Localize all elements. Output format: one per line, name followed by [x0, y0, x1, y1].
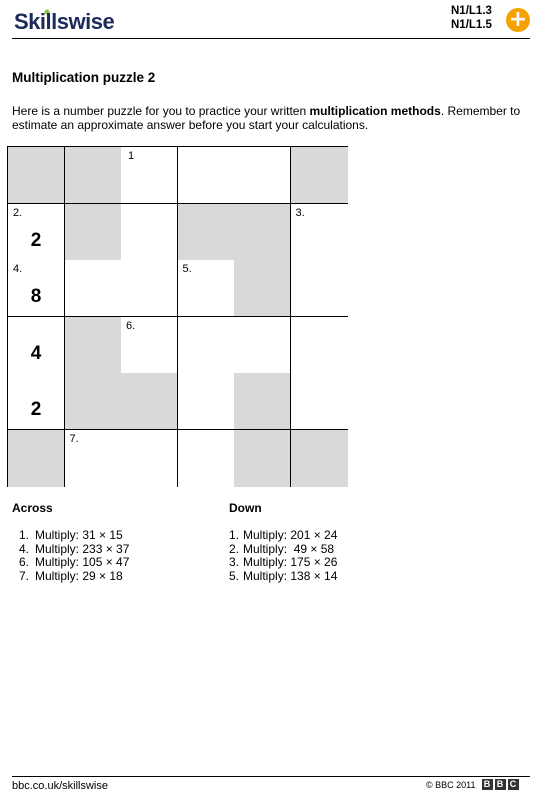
grid-cell[interactable] — [178, 147, 235, 204]
cell-clue-number: 1 — [128, 150, 135, 162]
clue-down-item — [229, 543, 337, 557]
clue-across-item — [12, 529, 129, 543]
grid-cell[interactable] — [121, 430, 178, 487]
clue-text: Multiply: 138 × 14 — [243, 568, 338, 583]
clue-text: Multiply: 31 × 15 — [35, 528, 123, 542]
curriculum-code-2: N1/L1.5 — [451, 19, 492, 31]
grid-cell[interactable] — [121, 204, 178, 261]
clue-number: 4. — [18, 541, 29, 556]
bbc-letter: C — [508, 779, 519, 790]
grid-cell[interactable] — [178, 373, 235, 430]
cell-given-digit: 2 — [30, 399, 42, 420]
clue-text: Multiply: 233 × 37 — [35, 541, 130, 556]
grid-cell[interactable] — [291, 260, 348, 317]
clue-across-item — [12, 556, 129, 570]
across-heading: Across — [12, 501, 53, 515]
clue-number: 1. — [18, 528, 29, 542]
grid-cell[interactable] — [121, 317, 178, 374]
cell-given-digit: 8 — [30, 286, 42, 307]
clue-number: 2. — [229, 541, 240, 556]
intro-paragraph — [12, 104, 532, 132]
grid-cell-shaded — [121, 373, 178, 430]
curriculum-code-1: N1/L1.3 — [451, 5, 492, 17]
grid-cell[interactable] — [65, 260, 122, 317]
clue-text: Multiply: 49 × 58 — [243, 541, 335, 556]
cell-clue-number: 2. — [13, 206, 23, 219]
footer-divider — [12, 776, 530, 777]
grid-cell[interactable] — [178, 317, 235, 374]
grid-cell[interactable] — [234, 147, 291, 204]
clue-number: 5. — [229, 568, 240, 583]
intro-bold-text: multiplication methods — [309, 104, 441, 118]
cell-clue-number: 3. — [295, 206, 305, 219]
intro-text-2: . Remember to estimate an approximate answer before you start your calculations. — [12, 104, 521, 132]
grid-cell[interactable] — [291, 204, 348, 261]
clue-number: 3. — [229, 555, 240, 569]
grid-cell[interactable] — [8, 317, 65, 374]
bbc-letter: B — [482, 779, 493, 790]
grid-cell-shaded — [291, 147, 348, 204]
clue-text: Multiply: 201 × 24 — [243, 528, 338, 542]
cell-clue-number: 7. — [69, 432, 79, 445]
puzzle-grid — [7, 146, 348, 487]
grid-cell-shaded — [8, 147, 65, 204]
cell-given-digit: 2 — [30, 229, 42, 251]
grid-cell[interactable] — [291, 317, 348, 374]
bbc-letter: B — [495, 779, 506, 790]
clue-number: 6. — [18, 555, 29, 569]
grid-cell[interactable] — [65, 430, 122, 487]
clue-across-item — [12, 570, 129, 584]
cell-clue-number: 5. — [182, 263, 192, 275]
grid-cell-shaded — [234, 373, 291, 430]
grid-cell-shaded — [234, 260, 291, 317]
curriculum-codes — [451, 4, 492, 32]
across-clues — [12, 529, 129, 583]
bbc-logo — [482, 779, 519, 790]
grid-cell[interactable] — [234, 317, 291, 374]
grid-cell[interactable] — [291, 373, 348, 430]
grid-cell-shaded — [65, 204, 122, 261]
clue-text: Multiply: 29 × 18 — [35, 568, 123, 583]
page-title: Multiplication puzzle 2 — [12, 70, 156, 85]
grid-cell[interactable] — [8, 204, 65, 261]
cell-clue-number: 6. — [126, 319, 136, 332]
footer-copyright-block — [426, 779, 519, 790]
grid-cell-shaded — [65, 373, 122, 430]
clue-text: Multiply: 175 × 26 — [243, 555, 338, 569]
clue-number: 1. — [229, 528, 240, 542]
grid-cell[interactable] — [178, 430, 235, 487]
grid-cell-shaded — [8, 430, 65, 487]
clue-text: Multiply: 105 × 47 — [35, 555, 130, 569]
header-divider — [12, 38, 530, 39]
clue-across-item — [12, 543, 129, 557]
grid-cell[interactable] — [8, 373, 65, 430]
down-heading: Down — [229, 501, 262, 515]
cell-given-digit: 4 — [30, 342, 42, 364]
grid-cell-shaded — [234, 430, 291, 487]
plus-icon[interactable]: + — [506, 8, 530, 32]
clue-down-item — [229, 570, 337, 584]
grid-cell-shaded — [234, 204, 291, 261]
grid-cell[interactable] — [178, 260, 235, 317]
grid-cell-shaded — [65, 147, 122, 204]
clue-number: 7. — [18, 568, 29, 583]
grid-cell-shaded — [178, 204, 235, 261]
copyright-text: © BBC 2011 — [426, 779, 476, 790]
down-clues — [229, 529, 337, 583]
skillswise-logo[interactable]: Skillswise — [14, 9, 115, 34]
grid-cell[interactable] — [121, 260, 178, 317]
grid-cell-shaded — [65, 317, 122, 374]
cell-clue-number: 4. — [13, 263, 23, 275]
grid-cell[interactable] — [121, 147, 178, 204]
grid-cell[interactable] — [8, 260, 65, 317]
intro-text-1: Here is a number puzzle for you to practice your written — [12, 104, 310, 118]
footer-url[interactable]: bbc.co.uk/skillswise — [12, 780, 108, 792]
clue-down-item — [229, 556, 337, 570]
grid-cell-shaded — [291, 430, 348, 487]
clue-down-item — [229, 529, 337, 543]
